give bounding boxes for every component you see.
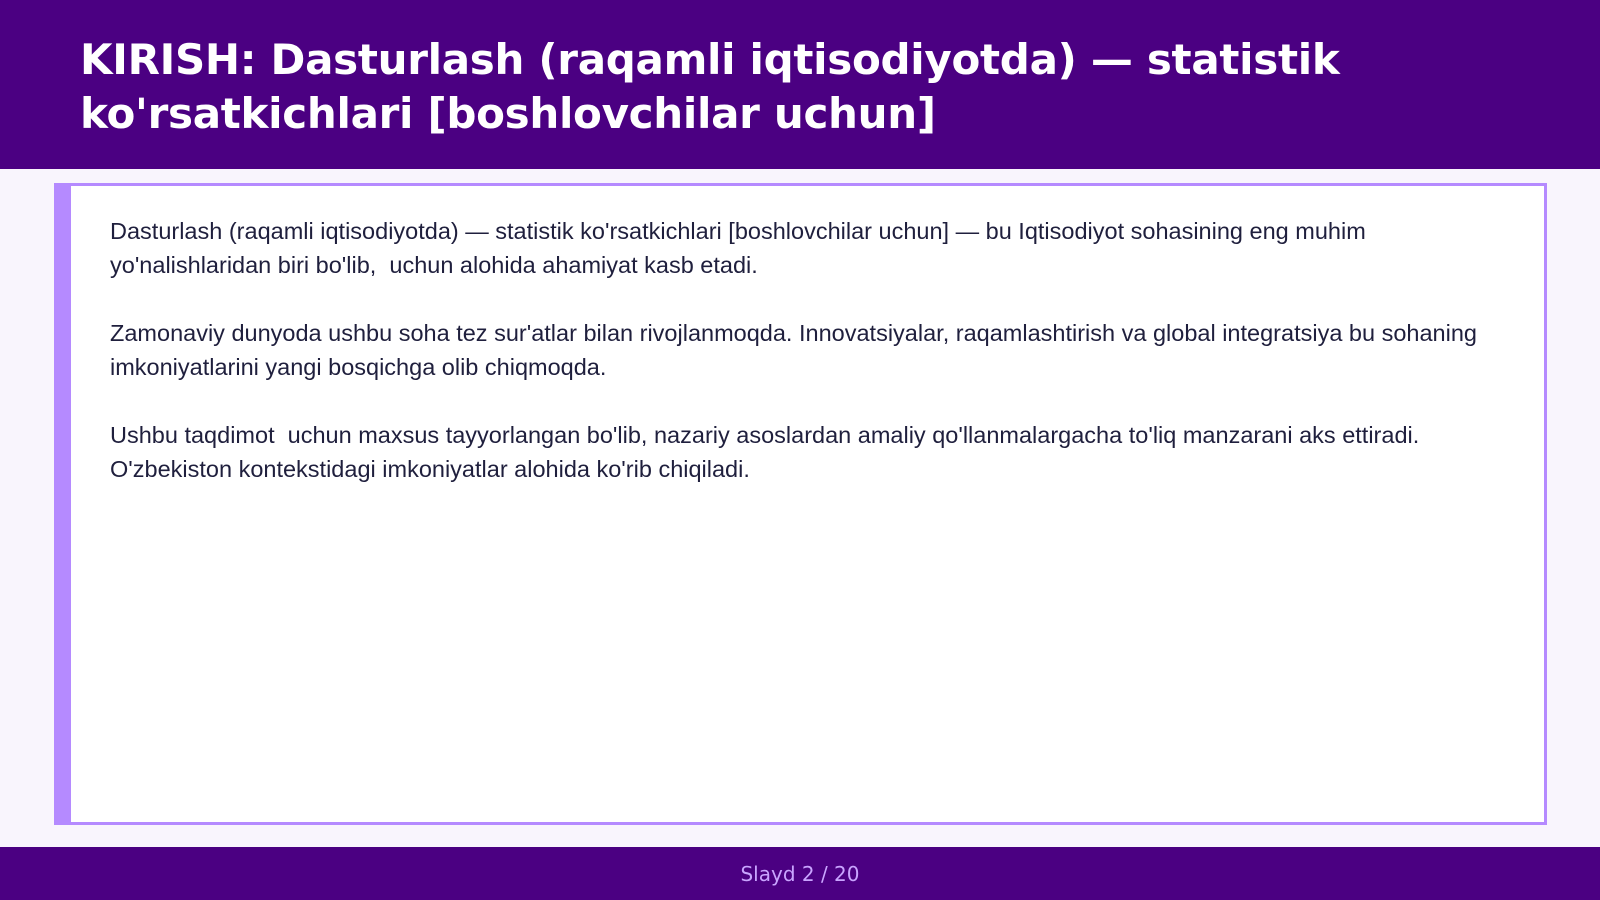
modern-world-paragraph: Zamonaviy dunyoda ushbu soha tez sur'atlar bilan rivojlanmoqda. Innovatsiyalar, raqamlashtirish va global integratsiya bu sohaning imkoniyatlarini yangi bosqichga olib chiqmoqda. — [110, 320, 1484, 380]
slide-counter: Slayd 2 / 20 — [740, 861, 860, 886]
slide-footer — [0, 847, 1600, 900]
content-card — [54, 183, 1547, 825]
intro-paragraph: Dasturlash (raqamli iqtisodiyotda) — statistik ko'rsatkichlari [boshlovchilar uchun] — bu Iqtisodiyot sohasining eng muhim yo'nalishlaridan biri bo'lib, uchun alohida ahamiyat kasb etadi. — [110, 218, 1373, 278]
presentation-purpose-paragraph: Ushbu taqdimot uchun maxsus tayyorlangan bo'lib, nazariy asoslardan amaliy qo'llanmalargacha to'liq manzarani aks ettiradi. O'zbekiston kontekstidagi imkoniyatlar alohida ko'rib chiqiladi. — [110, 422, 1426, 482]
slide-header — [0, 0, 1600, 169]
slide-title: KIRISH: Dasturlash (raqamli iqtisodiyotda) — statistik ko'rsatkichlari [boshlovchilar uchun] — [80, 35, 1340, 138]
